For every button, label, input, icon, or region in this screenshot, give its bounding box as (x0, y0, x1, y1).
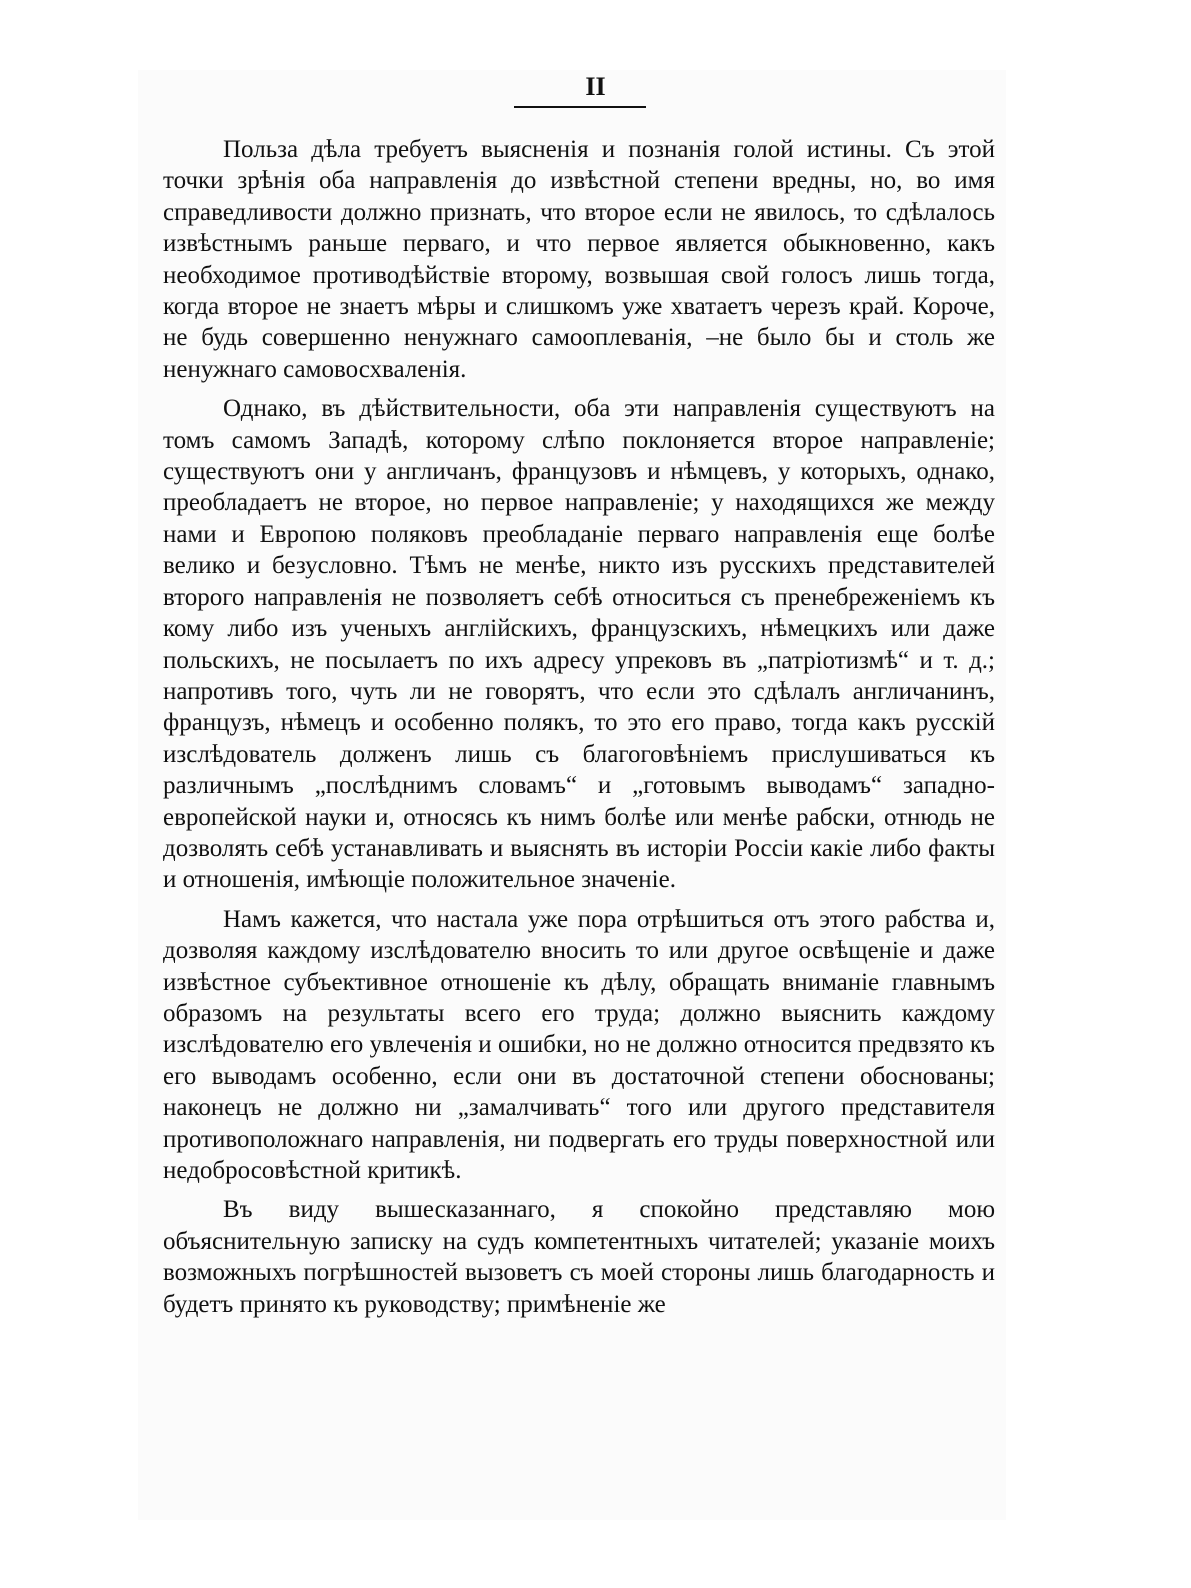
header-rule (514, 106, 646, 108)
paragraph: Польза дѣла требуетъ выясненія и познанія голой истины. Съ этой точки зрѣнія оба направленія до извѣстной степени вредны, но, во имя справедливости должно признать, что второе если не явилось, то сдѣлалось извѣстнымъ раньше перваго, и что первое является обыкновенно, какъ необходимое противодѣйствіе второму, возвышая свой голосъ лишь тогда, когда второе не знаетъ мѣры и слишкомъ уже хватаетъ черезъ край. Короче, не будь совершенно ненужнаго самооплеванія, –не было бы и столь же ненужнаго самовосхваленія. (163, 136, 995, 383)
paragraph: Въ виду вышесказаннаго, я спокойно представляю мою объяснительную записку на судъ компетентныхъ читателей; указаніе моихъ возможныхъ погрѣшностей вызоветъ съ моей стороны лишь благодарность и будетъ принято къ руководству; примѣненіе же (163, 1196, 995, 1318)
paragraph: Однако, въ дѣйствительности, оба эти направленія существуютъ на томъ самомъ Западѣ, которому слѣпо поклоняется второе направленіе; существуютъ они у англичанъ, французовъ и нѣмцевъ, у которыхъ, однако, преобладаетъ не второе, но первое направленіе; у находящихся же между нами и Европою поляковъ преобладаніе перваго направленія еще болѣе велико и безусловно. Тѣмъ не менѣе, никто изъ русскихъ представителей второго направленія не позволяетъ себѣ относиться съ пренебреженіемъ къ кому либо изъ ученыхъ англійскихъ, французскихъ, нѣмецкихъ или даже польскихъ, не посылаетъ по ихъ адресу упрековъ въ „патріотизмѣ“ и т. д.; напротивъ того, чуть ли не говорятъ, что если это сдѣлалъ англичанинъ, французъ, нѣмецъ и особенно полякъ, то это его право, тогда какъ русскій изслѣдователь долженъ лишь съ благоговѣніемъ прислушиваться къ различнымъ „послѣднимъ словамъ“ и „готовымъ выводамъ“ западно-европейской науки и, относясь къ нимъ болѣе или менѣе рабски, отнюдь не дозволять себѣ устанавливать и выяснять въ исторіи Россіи какіе либо факты и отношенія, имѣющіе положительное значеніе. (163, 395, 995, 894)
body-text (163, 134, 995, 1320)
page-number: II (585, 72, 606, 101)
paragraph: Намъ кажется, что настала уже пора отрѣшиться отъ этого рабства и, дозволяя каждому изслѣдователю вносить то или другое освѣщеніе и даже извѣстное субъективное отношеніе къ дѣлу, обращать вниманіе главнымъ образомъ на результаты всего его труда; должно выяснить каждому изслѣдователю его увлеченія и ошибки, но не должно относится предвзято къ его выводамъ особенно, если они въ достаточной степени обоснованы; наконецъ не должно ни „замалчивать“ того или другого представителя противоположнаго направленія, ни подвергать его труды поверхностной или недобросовѣстной критикѣ. (163, 905, 995, 1184)
